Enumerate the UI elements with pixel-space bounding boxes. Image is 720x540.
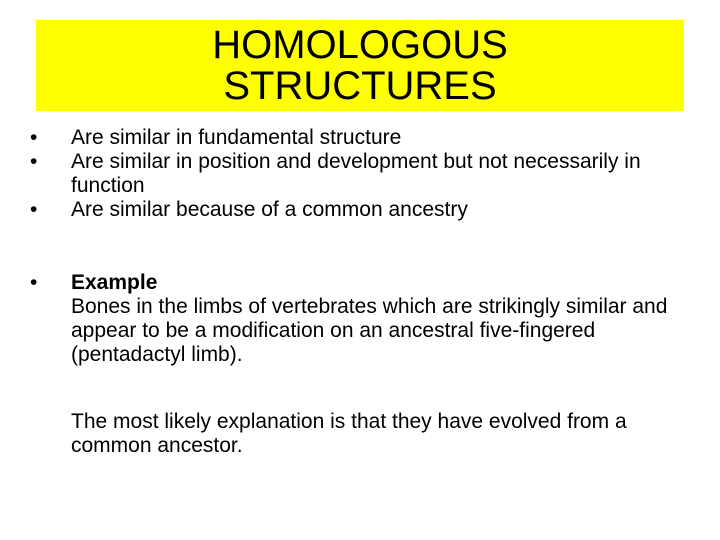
title-line-2: STRUCTURES — [223, 63, 497, 108]
bullet-item — [30, 198, 680, 222]
bullet-marker: • — [30, 126, 38, 149]
example-section — [30, 271, 690, 367]
conclusion-text: The most likely explanation is that they have evolved from a common ancestor. — [71, 410, 627, 457]
bullet-item — [30, 150, 680, 198]
example-body: Bones in the limbs of vertebrates which are strikingly similar and appear to be a modification on an ancestral five-fingered (pentadactyl limb). — [71, 295, 668, 366]
bullet-list — [30, 126, 680, 222]
title-line-1: HOMOLOGOUS — [212, 22, 508, 67]
bullet-marker: • — [30, 198, 38, 221]
title-banner — [36, 20, 684, 111]
bullet-text: Are similar in fundamental structure — [71, 126, 402, 149]
example-heading: Example — [71, 271, 158, 294]
bullet-text: Are similar because of a common ancestry — [71, 198, 468, 221]
slide-title — [212, 22, 508, 108]
bullet-marker: • — [30, 271, 38, 294]
bullet-item — [30, 126, 680, 150]
bullet-text: Are similar in position and development but not necessarily in function — [71, 150, 641, 197]
bullet-marker: • — [30, 150, 38, 173]
